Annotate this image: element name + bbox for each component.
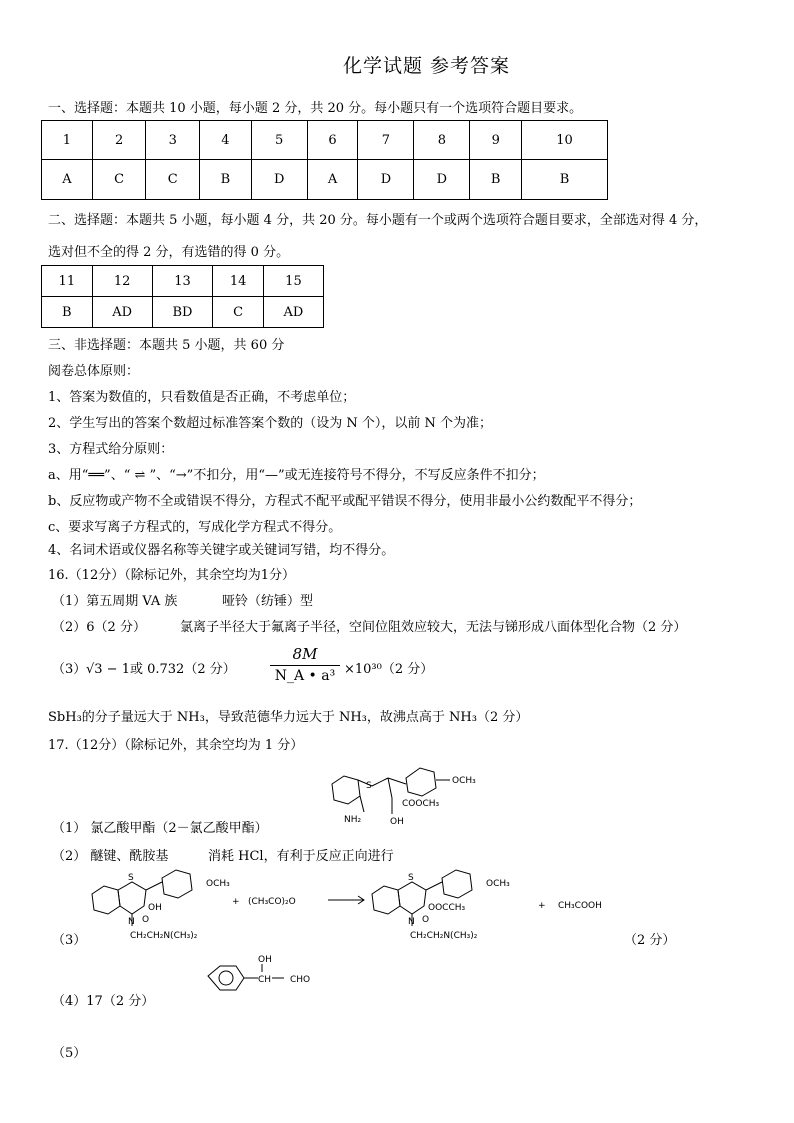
aldehyde-label: CHO [290, 975, 311, 985]
product-phenyl-ring [442, 870, 472, 898]
table-cell: 5 [251, 121, 307, 160]
table-cell: B [42, 297, 93, 328]
rule-c: c、要求写离子方程式的，写成化学方程式不得分。 [48, 520, 342, 535]
benzene-ring-left [332, 776, 360, 804]
q16-part1-a: （1）第五周期 VA 族 [52, 594, 178, 609]
product-thiazepine-ring [398, 882, 426, 914]
table-cell: 15 [263, 266, 323, 297]
table-cell: D [358, 160, 414, 200]
reagent-label: (CH₃CO)₂O [248, 897, 296, 907]
rule-4: 4、名词术语或仪器名称等关键字或关键词写错，均不得分。 [48, 543, 395, 558]
fraction-denominator: N_A • a³ [274, 668, 336, 684]
table-cell: 14 [213, 266, 264, 297]
table-cell: D [414, 160, 470, 200]
q17-part2-b: 消耗 HCl，有利于反应正向进行 [208, 849, 394, 864]
table-cell: AD [263, 297, 323, 328]
q16-fraction-tail: ×10³⁰（2 分） [344, 662, 434, 677]
plus-sign: + [538, 901, 546, 911]
product-benzo-ring [372, 886, 400, 914]
rule-3: 3、方程式给分原则： [48, 442, 174, 457]
q17-part3-score: （2 分） [624, 933, 676, 948]
table-cell: A [42, 160, 93, 200]
table-cell: BD [152, 297, 213, 328]
methoxy-label: OCH₃ [452, 776, 476, 786]
q17-part1: （1） 氯乙酸甲酯（2－氯乙酸甲酯） [52, 821, 268, 836]
reactant-thiazepine-ring [118, 882, 146, 914]
table-cell: A [307, 160, 358, 200]
table-cell: D [251, 160, 307, 200]
section2-heading-line1: 二、选择题：本题共 5 小题，每小题 4 分，共 20 分。每小题有一个或两个选项符合题目要求，全部选对得 4 分， [48, 213, 708, 228]
q17-structure-1 [322, 756, 522, 836]
q16-part1-b: 哑铃（纺锤）型 [222, 594, 314, 609]
product-oxo-label: O [422, 915, 430, 925]
table-cell: 4 [200, 121, 252, 160]
table-cell: 12 [92, 266, 152, 297]
rule-b: b、反应物或产物不全或错误不得分，方程式不配平或配平错误不得分，使用非最小公约数配平不得分； [48, 494, 642, 509]
table-cell: B [200, 160, 252, 200]
q16-part2-b: 氯离子半径大于氟离子半径，空间位阻效应较大，无法与锑形成八面体型化合物（2 分） [180, 620, 687, 635]
table-cell: 13 [152, 266, 213, 297]
product-sulfur-label: S [408, 873, 414, 883]
table-cell: C [92, 160, 146, 200]
sulfur-label: S [366, 781, 372, 791]
section2-heading-line2: 选对但不全的得 2 分，有选错的得 0 分。 [48, 245, 290, 260]
reactant-sulfur-label: S [128, 873, 134, 883]
q16-part3-line2: SbH₃的分子量远大于 NH₃，导致范德华力远大于 NH₃，故沸点高于 NH₃（2 分） [48, 710, 529, 725]
table-cell: 11 [42, 266, 93, 297]
reactant-side-chain-label: CH₂CH₂N(CH₃)₂ [130, 931, 198, 941]
table-cell: 7 [358, 121, 414, 160]
q17-part2-a: （2） 醚键、酰胺基 [52, 849, 169, 864]
methine-label: CH [258, 975, 272, 985]
q16-part3-value: √3 − 1或 0.732（2 分） [86, 662, 236, 677]
table-cell: C [213, 297, 264, 328]
table-cell: 10 [522, 121, 608, 160]
plus-sign: + [232, 897, 240, 907]
table-row [42, 121, 608, 160]
q16-part2-a: （2）6（2 分） [52, 620, 146, 635]
reactant-oxo-label: O [142, 915, 150, 925]
reactant-hydroxyl-label: OH [148, 903, 162, 913]
q16-heading: 16.（12分）（除标记外，其余空均为1分） [48, 568, 295, 583]
table-cell: C [146, 160, 200, 200]
table-cell: AD [92, 297, 152, 328]
table-cell: 6 [307, 121, 358, 160]
table-cell: 9 [470, 121, 522, 160]
q17-structure-4 [200, 952, 330, 1004]
q17-heading: 17.（12分）（除标记外，其余空均为 1 分） [48, 738, 304, 753]
table-cell: B [470, 160, 522, 200]
section1-heading: 一、选择题：本题共 10 小题，每小题 2 分，共 20 分。每小题只有一个选项符合题目要求。 [48, 101, 583, 116]
reactant-phenyl-ring [162, 870, 192, 898]
section3-heading: 三、非选择题：本题共 5 小题，共 60 分 [48, 338, 285, 353]
benzene-ring [208, 966, 244, 990]
q17-part3-prefix: （3） [52, 933, 87, 948]
q16-part3-prefix: （3） [52, 662, 87, 677]
page-title: 化学试题 参考答案 [343, 55, 511, 77]
rule-2: 2、学生写出的答案个数超过标准答案个数的（设为 N 个），以前 N 个为准； [48, 416, 493, 431]
hydroxyl-label: OH [390, 817, 404, 827]
table-row [42, 266, 324, 297]
amino-label: NH₂ [344, 815, 362, 825]
table-cell: B [522, 160, 608, 200]
product-acetoxy-label: OOCCH₃ [428, 903, 466, 913]
rule-a: a、用“══”、“ ⇌ ”、“→”不扣分，用“—”或无连接符号不得分，不写反应条件不扣分； [48, 468, 545, 483]
table-cell: 3 [146, 121, 200, 160]
q16-density-fraction [270, 645, 340, 684]
product-nitrogen-label: N [408, 917, 415, 927]
ester-label: COOCH₃ [402, 799, 440, 809]
rule-1: 1、答案为数值的，只看数值是否正确，不考虑单位； [48, 390, 356, 405]
section1-answer-table [41, 120, 608, 200]
byproduct-label: CH₃COOH [558, 901, 602, 911]
table-row [42, 160, 608, 200]
q17-part4: （4）17（2 分） [52, 994, 155, 1009]
reactant-benzo-ring [92, 886, 120, 914]
product-side-chain-label: CH₂CH₂N(CH₃)₂ [410, 931, 478, 941]
hydroxyl-label: OH [258, 955, 272, 965]
reactant-nitrogen-label: N [128, 917, 135, 927]
section2-answer-table [41, 265, 324, 328]
table-cell: 2 [92, 121, 146, 160]
product-methoxy-label: OCH₃ [486, 879, 510, 889]
table-cell: 8 [414, 121, 470, 160]
principles-title: 阅卷总体原则： [48, 364, 140, 379]
table-cell: 1 [42, 121, 93, 160]
q17-part5: （5） [52, 1046, 87, 1061]
table-row [42, 297, 324, 328]
benzene-ring-right [406, 768, 436, 796]
q17-reaction-scheme [88, 866, 618, 946]
fraction-numerator: 8M [270, 645, 340, 666]
reactant-methoxy-label: OCH₃ [206, 879, 230, 889]
